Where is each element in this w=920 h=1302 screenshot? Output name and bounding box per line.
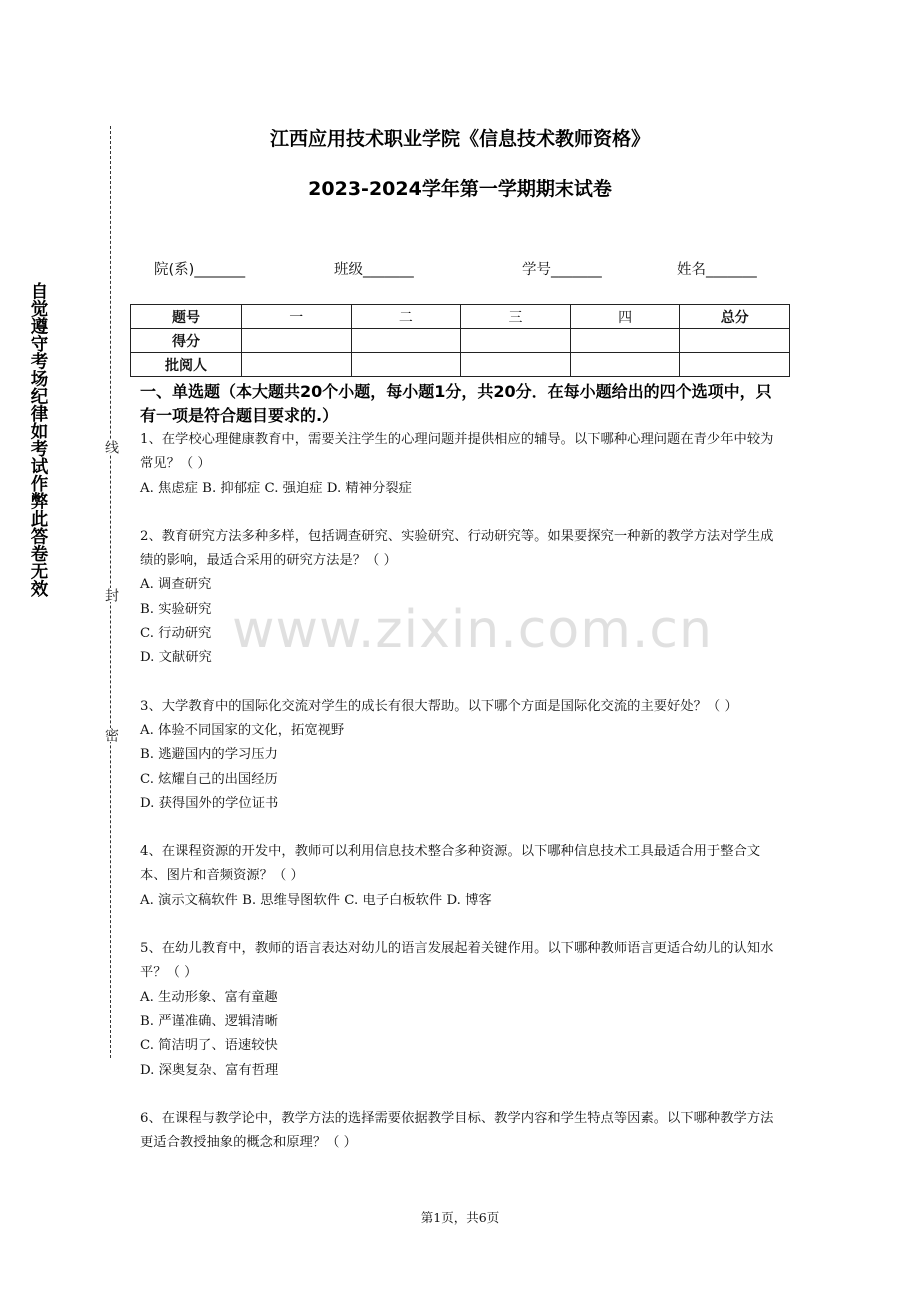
score-cell	[461, 329, 571, 353]
binding-mark-secret: 密	[103, 728, 119, 742]
question-item	[140, 1107, 785, 1156]
answer-option: C. 炫耀自己的出国经历	[140, 771, 278, 787]
question-stem: 4、在课程资源的开发中，教师可以利用信息技术整合多种资源。以下哪种信息技术工具最适合用于整合文本、图片和音频资源？（ ）	[140, 844, 761, 884]
answer-option: D. 文献研究	[140, 650, 212, 666]
header-cell: 三	[461, 305, 571, 329]
header-cell: 总分	[680, 305, 790, 329]
header-cell: 一	[242, 305, 352, 329]
field-name: 姓名_______	[677, 262, 757, 278]
field-department: 院(系)_______	[154, 262, 246, 278]
answer-option: A. 调查研究	[140, 577, 212, 593]
field-student-id: 学号_______	[522, 262, 602, 278]
question-item	[140, 695, 785, 816]
score-cell	[680, 329, 790, 353]
score-table-header-row	[131, 305, 790, 329]
reviewer-cell	[461, 353, 571, 377]
question-item	[140, 937, 785, 1083]
score-cell	[242, 329, 352, 353]
question-stem: 2、教育研究方法多种多样，包括调查研究、实验研究、行动研究等。如果要探究一种新的教学方法对学生成绩的影响，最适合采用的研究方法是？（ ）	[140, 528, 774, 569]
question-stem: 3、大学教育中的国际化交流对学生的成长有很大帮助。以下哪个方面是国际化交流的主要好处？（ ）	[140, 698, 738, 714]
exam-subtitle: 2023-2024学年第一学期期末试卷	[308, 178, 612, 200]
watermark: www.zixin.com.cn	[232, 600, 713, 660]
answer-option: D. 深奥复杂、富有哲理	[140, 1062, 279, 1078]
row-label: 得分	[131, 329, 242, 353]
row-label: 批阅人	[131, 353, 242, 377]
score-cell	[570, 329, 680, 353]
score-table	[130, 304, 790, 377]
header-cell: 二	[351, 305, 461, 329]
question-stem: 1、在学校心理健康教育中，需要关注学生的心理问题并提供相应的辅导。以下哪种心理问题在青少年中较为常见？（ ）	[140, 432, 774, 472]
question-stem: 5、在幼儿教育中，教师的语言表达对幼儿的语言发展起着关键作用。以下哪种教师语言更适合幼儿的认知水平？（ ）	[140, 941, 774, 981]
score-row	[131, 329, 790, 353]
answer-option: B. 逃避国内的学习压力	[140, 747, 278, 763]
answer-option: A. 演示文稿软件 B. 思维导图软件 C. 电子白板软件 D. 博客	[140, 892, 492, 908]
answer-option: D. 获得国外的学位证书	[140, 795, 279, 811]
binding-mark-line: 线	[103, 440, 119, 454]
exam-title: 江西应用技术职业学院《信息技术教师资格》	[269, 128, 650, 150]
answer-option: A. 焦虑症 B. 抑郁症 C. 强迫症 D. 精神分裂症	[140, 480, 412, 496]
page-footer: 第1页，共6页	[420, 1210, 500, 1225]
student-info-row	[0, 258, 920, 282]
question-item	[140, 840, 785, 913]
answer-option: C. 简洁明了、语速较快	[140, 1038, 278, 1054]
question-list	[140, 428, 785, 1179]
answer-option: A. 生动形象、富有童趣	[140, 989, 278, 1005]
answer-option: B. 严谨准确、逻辑清晰	[140, 1013, 278, 1029]
section-heading: 一、单选题（本大题共20个小题，每小题1分，共20分．在每小题给出的四个选项中，只有一项是符合题目要求的.）	[140, 382, 772, 425]
field-class: 班级_______	[334, 262, 414, 278]
answer-option: C. 行动研究	[140, 626, 212, 642]
answer-option: A. 体验不同国家的文化，拓宽视野	[140, 722, 345, 738]
question-stem: 6、在课程与教学论中，教学方法的选择需要依据教学目标、教学内容和学生特点等因素。以下哪种教学方法更适合教授抽象的概念和原理？（ ）	[140, 1110, 774, 1151]
reviewer-cell	[680, 353, 790, 377]
reviewer-cell	[242, 353, 352, 377]
reviewer-cell	[570, 353, 680, 377]
exam-discipline-notice: 自觉遵守考场纪律如考试作弊此答卷无效	[28, 282, 48, 597]
header-cell: 四	[570, 305, 680, 329]
binding-mark-seal: 封	[103, 588, 119, 602]
answer-option: B. 实验研究	[140, 601, 212, 617]
header-cell: 题号	[131, 305, 242, 329]
reviewer-cell	[351, 353, 461, 377]
score-cell	[351, 329, 461, 353]
reviewer-row	[131, 353, 790, 377]
question-item	[140, 428, 785, 501]
